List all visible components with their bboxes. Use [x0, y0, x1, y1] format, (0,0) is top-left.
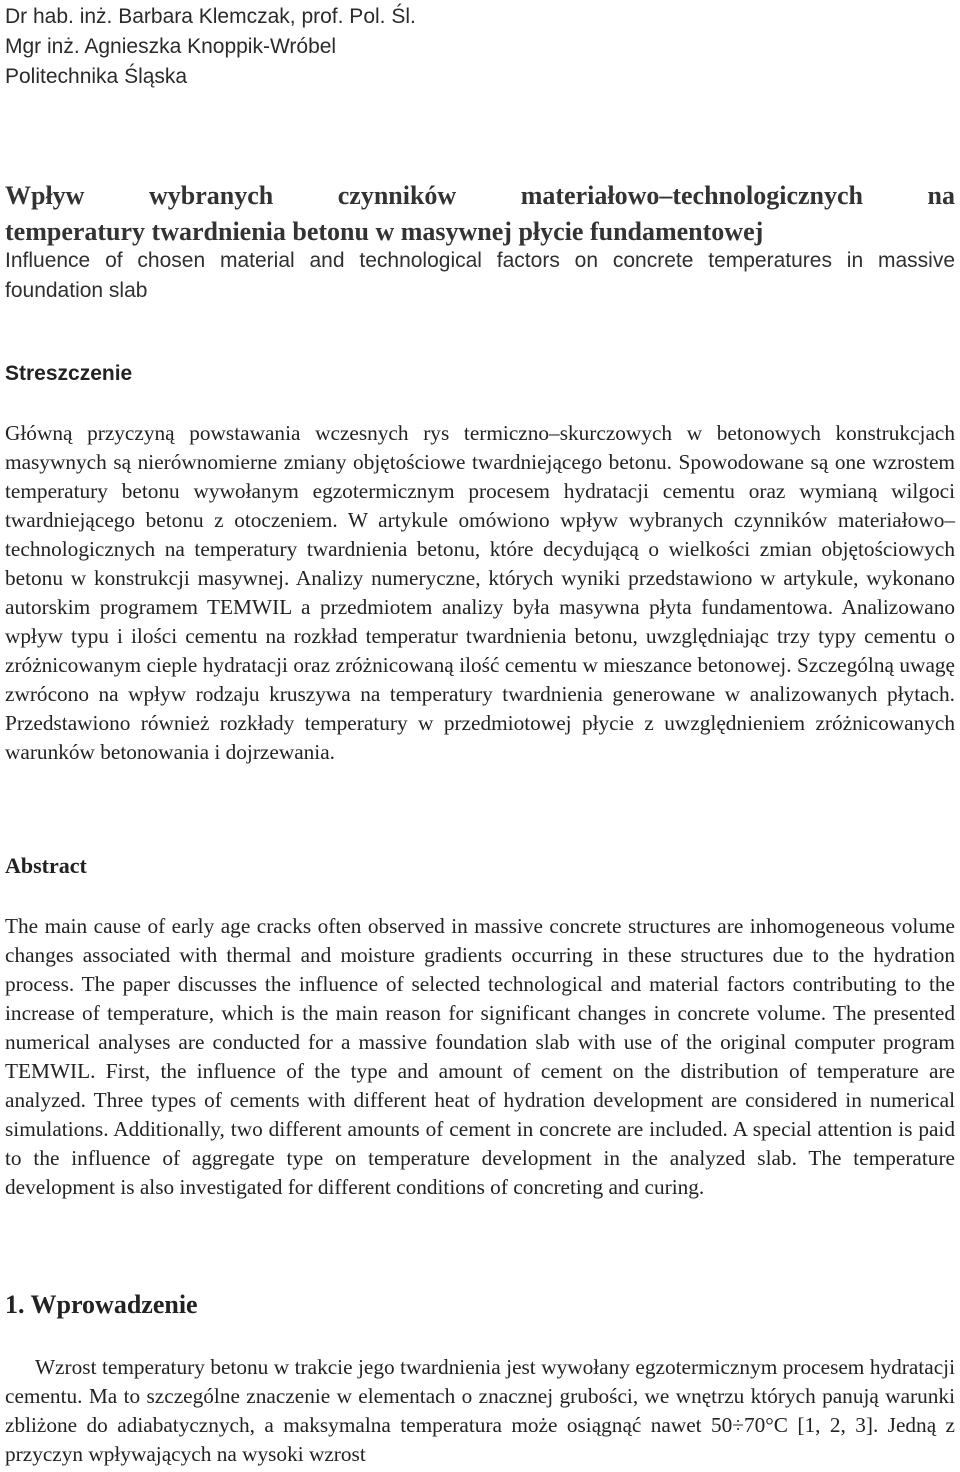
intro-text: Wzrost temperatury betonu w trakcie jego twardnienia jest wywołany egzotermicznym procesem hydratacji cementu. Ma to szczególne znaczenie w elementach o znacznej grubości, we wnętrzu których panują warunki zbliżone do adiabatycznych, a maksymalna temperatura może osiągnąć nawet 50÷70°C [1, 2, 3]. Jedną z przyczyn wpływających na wysoki wzrost — [5, 1355, 955, 1466]
title-polish — [5, 178, 955, 250]
streszczenie-heading: Streszczenie — [5, 362, 133, 385]
title-english-line-1: Influence of chosen material and technological factors on concrete temperatures in massive — [5, 249, 955, 272]
title-english-line-2: foundation slab — [5, 279, 148, 302]
title-polish-line-1: Wpływ wybranych czynników materiałowo–technologicznych na — [5, 181, 955, 210]
title-english — [5, 246, 955, 306]
affiliation: Politechnika Śląska — [5, 65, 188, 88]
author-2: Mgr inż. Agnieszka Knoppik-Wróbel — [5, 35, 337, 58]
streszczenie-text: Główną przyczyną powstawania wczesnych rys termiczno–skurczowych w betonowych konstrukcjach masywnych są nierównomierne zmiany objętościowe twardniejącego betonu. Spowodowane są one wzrostem temperatury betonu wywołanym egzotermicznym procesem hydratacji cementu oraz wymianą wilgoci twardniejącego betonu z otoczeniem. W artykule omówiono wpływ wybranych czynników materiałowo–technologicznych na temperatury twardnienia betonu, które decydującą o wielkości zmian objętościowych betonu w konstrukcji masywnej. Analizy numeryczne, których wyniki przedstawiono w artykule, wykonano autorskim programem TEMWIL a przedmiotem analizy była masywna płyta fundamentowa. Analizowano wpływ typu i ilości cementu na rozkład temperatur twardnienia betonu, uwzględniając trzy typy cementu o zróżnicowanym cieple hydratacji oraz zróżnicowaną ilość cementu w mieszance betonowej. Szczególną uwagę zwrócono na wpływ rodzaju kruszywa na temperatury twardnienia generowane w analizowanych płytach. Przedstawiono również rozkłady temperatury w przedmiotowej płycie z uwzględnieniem zróżnicowanych warunków betonowania i dojrzewania. — [5, 421, 955, 764]
abstract-text: The main cause of early age cracks often observed in massive concrete structures are inhomogeneous volume changes associated with thermal and moisture gradients occurring in these structures due to the hydration process. The paper discusses the influence of selected technological and material factors contributing to the increase of temperature, which is the main reason for significant changes in concrete volume. The presented numerical analyses are conducted for a massive foundation slab with use of the original computer program TEMWIL. First, the influence of the type and amount of cement on the distribution of temperature are analyzed. Three types of cements with different heat of hydration development are considered in numerical simulations. Additionally, two different amounts of cement in concrete are included. A special attention is paid to the influence of aggregate type on temperature development in the analyzed slab. The temperature development is also investigated for different conditions of concreting and curing. — [5, 914, 955, 1199]
author-1: Dr hab. inż. Barbara Klemczak, prof. Pol. Śl. — [5, 5, 416, 28]
intro-heading: 1. Wprowadzenie — [5, 1290, 198, 1319]
author-block — [5, 2, 416, 92]
abstract-heading: Abstract — [5, 853, 87, 878]
title-polish-line-2: temperatury twardnienia betonu w masywnej płycie fundamentowej — [5, 217, 764, 246]
